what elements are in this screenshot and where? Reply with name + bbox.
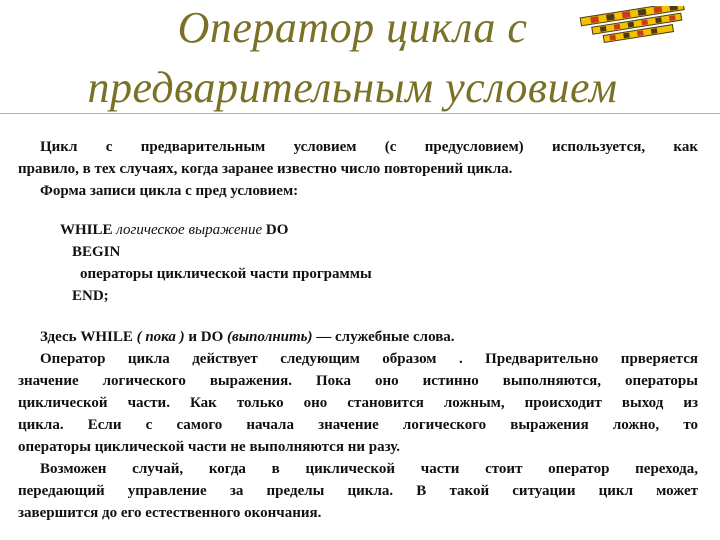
paragraph-2-part-a: Здесь WHILE [40,329,137,345]
paragraph-1-line-2: правило, в тех случаях, когда заранее известно число повторений цикла. [18,161,513,177]
paragraph-3-line-2: значение логического выражения. Пока оно истинно выполняются, операторы [18,373,698,389]
code-while-expression: логическое выражение [116,222,263,238]
code-while-line [60,219,288,241]
paragraph-3-line-4: цикла. Если с самого начала значение логического выражения ложно, то [18,417,698,433]
decorative-pencils-icon [578,6,698,44]
paragraph-1-line-1: Цикл с предварительным условием (с предусловием) используется, как [40,139,698,155]
paragraph-4-line-3: завершится до его естественного окончания. [18,505,322,521]
paragraph-2-part-d: (выполнить) [227,329,313,345]
code-do-keyword: DO [262,222,289,238]
title-divider [0,113,720,114]
paragraph-1-line-3: Форма записи цикла с пред условием: [40,183,299,199]
paragraph-2-part-e: — служебные слова. [312,329,455,345]
paragraph-2-part-c: и DO [184,329,228,345]
code-begin-line: BEGIN [72,244,121,260]
paragraph-4-line-2: передающий управление за пределы цикла. В такой ситуации цикл может [18,483,698,499]
paragraph-4-line-1: Возможен случай, когда в циклической части стоит оператор перехода, [40,461,698,477]
paragraph-2 [40,326,455,348]
slide-title-line-2: предварительным условием [87,63,618,112]
paragraph-3-line-1: Оператор цикла действует следующим образом . Предварительно прверяется [40,351,698,367]
slide-title-line-1: Оператор цикла с [177,3,528,52]
code-while-keyword: WHILE [60,222,117,238]
paragraph-3-line-5: операторы циклической части не выполняются ни разу. [18,439,401,455]
paragraph-2-part-b: ( пока ) [136,329,185,345]
paragraph-3-line-3: циклической части. Как только оно становится ложным, происходит выход из [18,395,698,411]
code-end-line: END; [72,288,109,304]
code-operators-line: операторы циклической части программы [80,266,372,282]
